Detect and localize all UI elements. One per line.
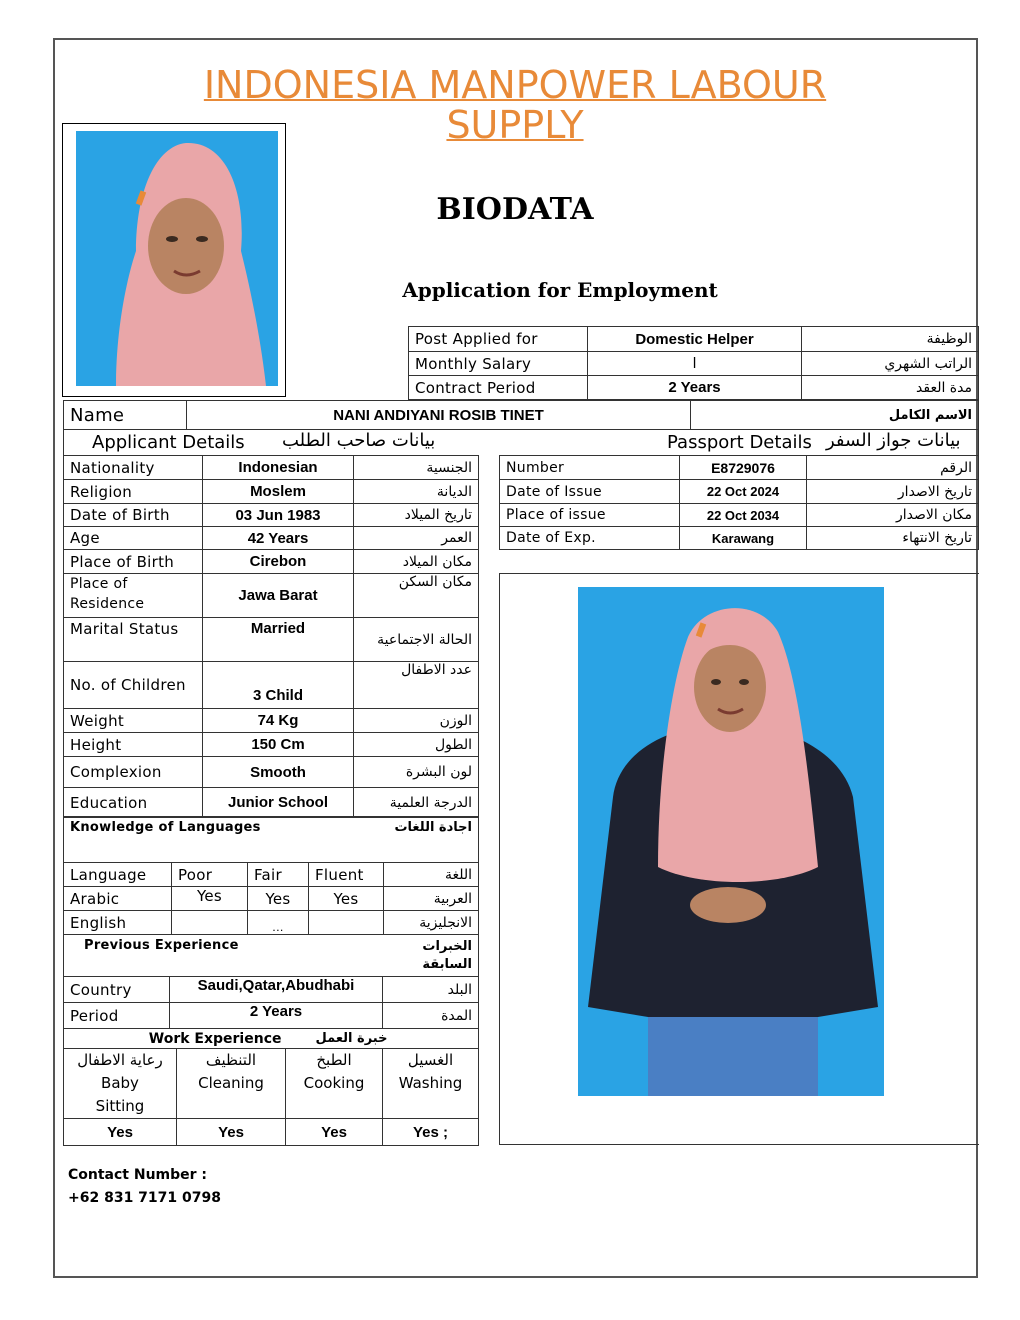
passport-row xyxy=(500,504,979,527)
experience-value: 2 Years xyxy=(170,1003,383,1029)
passport-value: E8729076 xyxy=(680,456,807,480)
applicant-arabic: تاريخ الميلاد xyxy=(354,504,479,527)
passport-value: 22 Oct 2034 xyxy=(680,504,807,527)
applicant-row xyxy=(64,550,479,574)
post-arabic: مدة العقد xyxy=(802,376,979,400)
applicant-label: Complexion xyxy=(64,757,203,788)
full-body-illustration xyxy=(578,587,884,1096)
languages-col-fair: Fair xyxy=(248,863,309,887)
applicant-row xyxy=(64,456,479,480)
languages-header-table xyxy=(63,816,479,863)
applicant-label: Religion xyxy=(64,480,203,504)
work-header-row xyxy=(64,1029,479,1049)
applicant-label: Marital Status xyxy=(64,618,203,662)
work-col-cooking xyxy=(286,1049,383,1119)
applicant-row xyxy=(64,504,479,527)
languages-header: Knowledge of Languages xyxy=(64,817,352,863)
document-title: BIODATA xyxy=(436,192,594,227)
applicant-arabic: مكان السكن xyxy=(354,574,479,618)
work-col-en: Cleaning xyxy=(198,1074,264,1092)
applicant-label: Nationality xyxy=(64,456,203,480)
applicant-value: 42 Years xyxy=(203,527,354,550)
post-label: Contract Period xyxy=(409,376,588,400)
work-col-ar: رعاية الاطفال xyxy=(77,1051,163,1069)
work-value: Yes xyxy=(286,1119,383,1146)
language-name: Arabic xyxy=(64,887,172,911)
applicant-arabic: الطول xyxy=(354,733,479,757)
applicant-label: Weight xyxy=(64,709,203,733)
post-row xyxy=(409,327,979,352)
applicant-value: Jawa Barat xyxy=(203,574,354,618)
passport-label: Number xyxy=(500,456,680,480)
work-col-en: Cooking xyxy=(303,1074,365,1092)
passport-details-header-ar: بيانات جواز السفر xyxy=(826,430,961,451)
portrait-illustration xyxy=(76,131,278,386)
post-row xyxy=(409,376,979,400)
passport-details-header: Passport Details xyxy=(667,432,812,453)
applicant-arabic: مكان الميلاد xyxy=(354,550,479,574)
applicant-label: Height xyxy=(64,733,203,757)
applicant-arabic: الوزن xyxy=(354,709,479,733)
language-poor xyxy=(172,911,248,935)
work-col-washing xyxy=(383,1049,479,1119)
experience-header: Previous Experience xyxy=(64,935,383,977)
contact-label: Contact Number : xyxy=(68,1167,208,1183)
language-poor: Yes xyxy=(172,887,248,911)
passport-arabic: تاريخ الاصدار xyxy=(807,480,979,504)
name-row xyxy=(64,401,979,430)
passport-arabic: تاريخ الانتهاء xyxy=(807,527,979,550)
applicant-row xyxy=(64,662,479,709)
name-value: NANI ANDIYANI ROSIB TINET xyxy=(187,401,691,430)
experience-label: Country xyxy=(64,977,170,1003)
experience-arabic: المدة xyxy=(383,1003,479,1029)
experience-table xyxy=(63,934,479,1029)
passport-value: 22 Oct 2024 xyxy=(680,480,807,504)
language-fluent: Yes xyxy=(309,887,384,911)
name-label: Name xyxy=(64,401,187,430)
passport-label: Date of Issue xyxy=(500,480,680,504)
work-value: Yes xyxy=(64,1119,177,1146)
passport-arabic: مكان الاصدار xyxy=(807,504,979,527)
language-arabic: العربية xyxy=(384,887,479,911)
languages-col-ar: اللغة xyxy=(384,863,479,887)
post-value: 2 Years xyxy=(588,376,802,400)
applicant-arabic: الحالة الاجتماعية xyxy=(354,618,479,662)
applicant-value: 150 Cm xyxy=(203,733,354,757)
applicant-label: Date of Birth xyxy=(64,504,203,527)
applicant-label: Place of Birth xyxy=(64,550,203,574)
work-col-ar: الغسيل xyxy=(407,1051,454,1069)
applicant-row xyxy=(64,527,479,550)
passport-label: Place of issue xyxy=(500,504,680,527)
applicant-label: No. of Children xyxy=(64,662,203,709)
post-label: Post Applied for xyxy=(409,327,588,352)
work-col-ar: الطبخ xyxy=(316,1051,352,1069)
experience-row xyxy=(64,1003,479,1029)
name-arabic: الاسم الكامل xyxy=(691,401,979,430)
applicant-value: 03 Jun 1983 xyxy=(203,504,354,527)
experience-label: Period xyxy=(64,1003,170,1029)
work-header-ar: خبرة العمل xyxy=(286,1029,479,1049)
applicant-label: Education xyxy=(64,788,203,818)
post-arabic: الراتب الشهري xyxy=(802,352,979,376)
applicant-value: Junior School xyxy=(203,788,354,818)
passport-arabic: الرقم xyxy=(807,456,979,480)
agency-name-line2: SUPPLY xyxy=(446,103,584,147)
post-label: Monthly Salary xyxy=(409,352,588,376)
contact-number: +62 831 7171 0798 xyxy=(68,1190,221,1206)
applicant-arabic: عدد الاطفال xyxy=(354,662,479,709)
post-value: Domestic Helper xyxy=(588,327,802,352)
applicant-row xyxy=(64,788,479,818)
work-value: Yes ; xyxy=(383,1119,479,1146)
contact-block xyxy=(68,1164,221,1210)
experience-arabic: البلد xyxy=(383,977,479,1003)
language-name: English xyxy=(64,911,172,935)
work-col-baby-sitting xyxy=(64,1049,177,1119)
applicant-arabic: العمر xyxy=(354,527,479,550)
passport-row xyxy=(500,527,979,550)
applicant-value: Cirebon xyxy=(203,550,354,574)
languages-table xyxy=(63,862,479,935)
name-table xyxy=(63,400,979,430)
language-fluent xyxy=(309,911,384,935)
experience-header-row xyxy=(64,935,479,977)
applicant-value: Smooth xyxy=(203,757,354,788)
applicant-value: Moslem xyxy=(203,480,354,504)
applicant-value: Indonesian xyxy=(203,456,354,480)
languages-header-row xyxy=(64,817,479,863)
portrait-photo xyxy=(76,131,278,386)
applicant-value: 74 Kg xyxy=(203,709,354,733)
experience-row xyxy=(64,977,479,1003)
full-body-photo xyxy=(578,587,884,1096)
work-values-row xyxy=(64,1119,479,1146)
language-fair: Yes xyxy=(248,887,309,911)
work-value: Yes xyxy=(177,1119,286,1146)
passport-label: Date of Exp. xyxy=(500,527,680,550)
applicant-table xyxy=(63,455,479,818)
applicant-value: 3 Child xyxy=(203,662,354,709)
post-row xyxy=(409,352,979,376)
language-fair: ... xyxy=(248,911,309,935)
post-table xyxy=(408,326,979,400)
applicant-row xyxy=(64,709,479,733)
applicant-arabic: الجنسية xyxy=(354,456,479,480)
languages-col-poor: Poor xyxy=(172,863,248,887)
languages-col-language: Language xyxy=(64,863,172,887)
applicant-arabic: الديانة xyxy=(354,480,479,504)
languages-row xyxy=(64,911,479,935)
languages-col-fluent: Fluent xyxy=(309,863,384,887)
post-arabic: الوظيفة xyxy=(802,327,979,352)
applicant-arabic: الدرجة العلمية xyxy=(354,788,479,818)
languages-row xyxy=(64,887,479,911)
applicant-row xyxy=(64,618,479,662)
applicant-row xyxy=(64,757,479,788)
document-subtitle: Application for Employment xyxy=(402,278,718,302)
passport-table xyxy=(499,455,979,550)
agency-name-line1: INDONESIA MANPOWER LABOUR xyxy=(203,63,827,107)
work-col-en: Baby Sitting xyxy=(95,1074,145,1115)
applicant-row xyxy=(64,574,479,618)
post-value: l xyxy=(588,352,802,376)
applicant-row xyxy=(64,733,479,757)
work-col-ar: التنظيف xyxy=(205,1051,257,1069)
work-header: Work Experience xyxy=(64,1029,286,1049)
passport-row xyxy=(500,456,979,480)
applicant-label: Place of Residence xyxy=(64,574,203,618)
work-col-cleaning xyxy=(177,1049,286,1119)
languages-columns-row xyxy=(64,863,479,887)
applicant-arabic: لون البشرة xyxy=(354,757,479,788)
languages-header-ar: اجادة اللغات xyxy=(351,817,478,863)
passport-row xyxy=(500,480,979,504)
passport-value: Karawang xyxy=(680,527,807,550)
work-col-en: Washing xyxy=(398,1074,463,1092)
experience-value: Saudi,Qatar,Abudhabi xyxy=(170,977,383,1003)
work-columns-row xyxy=(64,1049,479,1119)
applicant-label: Age xyxy=(64,527,203,550)
language-arabic: الانجليزية xyxy=(384,911,479,935)
experience-header-ar: الخبرات السابقة xyxy=(383,935,479,977)
work-table xyxy=(63,1028,479,1146)
applicant-details-header-ar: بيانات صاحب الطلب xyxy=(282,430,436,451)
applicant-details-header: Applicant Details xyxy=(92,432,245,453)
portrait-photo-frame xyxy=(62,123,286,397)
section-header-band xyxy=(63,430,979,455)
applicant-row xyxy=(64,480,479,504)
applicant-value: Married xyxy=(203,618,354,662)
